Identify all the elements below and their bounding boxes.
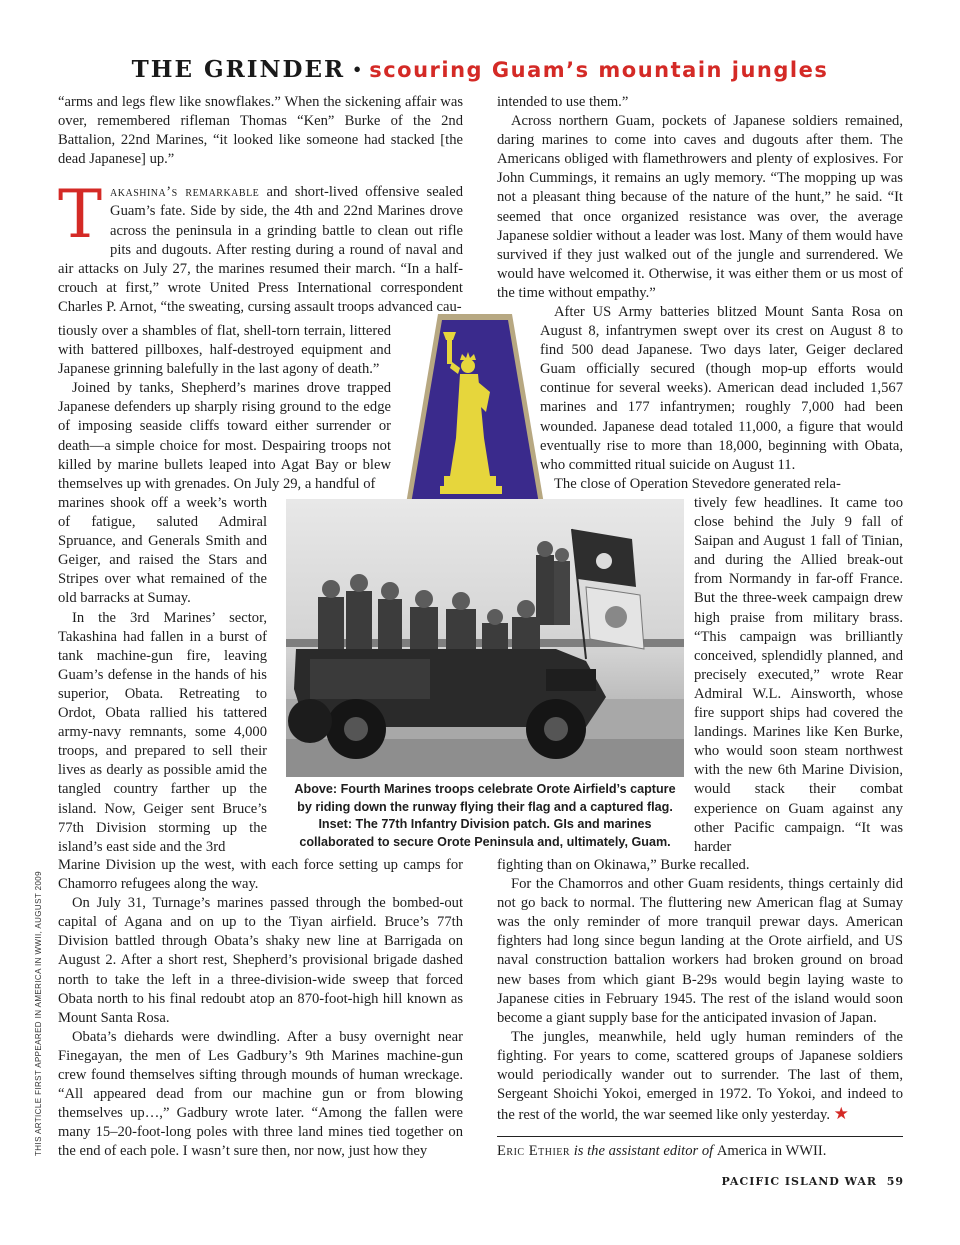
page-header	[0, 56, 960, 83]
paragraph: tively few headlines. It came too close behind the July 9 fall of Saipan and August 1 fall of Tinian, and during the Allied break-out from Normandy in far-off France. But the three-week campaign drew high praise from military brass. “This campaign was brilliantly conceived, splendidly planned, and precisely executed,” wrote Rear Admiral W.L. Ainsworth, whose fire support ships had covered the landings. Marines like Ken Burke, who would soon steam northwest with the new 6th Marine Division, would stack their combat experience on Guam against any other Pacific campaign. “It was harder	[694, 495, 903, 855]
paragraph: “arms and legs flew like snowflakes.” When the sickening affair was over, remembered rifleman Thomas “Ken” Burke of the 2nd Battalion, 22nd Marines, “it looked like someone had stacked [the dead Japanese] up.”	[58, 94, 463, 168]
paragraph	[497, 1028, 903, 1125]
paragraph: marines shook off a week’s worth of fatigue, saluted Admiral Spruance, and Generals Smith and Geiger, and raised the Stars and Stripes over what remained of the old barracks at Sumay.	[58, 495, 267, 607]
paragraph: fighting than on Okinawa,” Burke recalled.	[497, 857, 750, 873]
left-column-top	[58, 93, 463, 317]
bio-divider	[497, 1136, 903, 1137]
author-name: Eric Ethier	[497, 1143, 571, 1159]
left-column-narrow	[58, 322, 391, 494]
side-credit: THIS ARTICLE FIRST APPEARED IN AMERICA IN WWII, AUGUST 2009	[34, 870, 43, 1156]
jeep-marines-photo	[286, 499, 684, 777]
paragraph: In the 3rd Marines’ sector, Takashina had fallen in a burst of tank machine-gun fire, leaving Guam’s defense in the hands of his superior, Obata. Retreating to Ordot, Obata rallied his tattered army-navy remnants, some 4,000 troops, and prepared to sell their lives as dearly as possible amid the tangled country farther up the island. Now, Geiger sent Bruce’s 77th Division storming up the island’s east side and the 3rd	[58, 609, 267, 855]
paragraph-text: and short-lived offensive sealed Guam’s fate. Side by side, the 4th and 22nd Marines drove across the peninsula in a grinding battle to clean out rifle pits and dugouts. After resting during a round of naval and air attacks on July 27, the marines resumed their march. “In a half-crouch at first,” wrote United Press International correspondent Charles P. Arnot, “the sweating, cursing assault troops advanced cau-	[58, 184, 463, 315]
paragraph-text: The jungles, meanwhile, held ugly human reminders of the fighting. For years to come, scattered groups of Japanese soldiers would periodically wander out to surrender. The last of them, Sergeant Shoichi Yokoi, emerged in 1972. To Yokoi, and indeed to the rest of the world, the war seemed like only yesterday.	[497, 1028, 903, 1124]
right-column-bottom	[497, 856, 903, 1125]
paragraph: On July 31, Turnage’s marines passed through the bombed-out capital of Agana and on up to the Tiyan airfield. Bruce’s 77th Division battled through Obata’s shaky new line at Barrigada on August 2. After a short rest, Shepherd’s provisional brigade dashed north to take the left in a three-division-wide sweep that forced Obata north to his final redoubt atop an 870-foot-high hill known as Mount Santa Rosa.	[58, 895, 463, 1026]
magazine-name: America in WWII	[716, 1143, 823, 1159]
bio-text: is the assistant editor of	[570, 1143, 717, 1159]
paragraph: tiously over a shambles of flat, shell-torn terrain, littered with battered pillboxes, half-destroyed equipment and Japanese grinning balefully in the last agony of death.”	[58, 323, 391, 378]
section-title: THE GRINDER	[131, 56, 346, 83]
division-patch-icon	[400, 308, 550, 520]
page-footer	[700, 1175, 904, 1188]
paragraph: The close of Operation Stevedore generated rela-	[554, 475, 841, 492]
section-subtitle: scouring Guam’s mountain jungles	[369, 58, 829, 82]
paragraph: Obata’s diehards were dwindling. After a busy overnight near Finegayan, the men of Les Gadbury’s 9th Marines machine-gun crew found themselves sifting through mounds of human wreckage. “All appeared dead from our machine gun or from blowing themselves up…,” Gadbury wrote later. “Among the fallen were many 15–20-foot-long poles with three land mines tied together on the end of each pole. I wasn’t sure then, nor now, just how they	[58, 1028, 463, 1160]
drop-cap: T	[58, 176, 103, 254]
lead-in: akashina’s remarkable	[110, 184, 260, 201]
author-bio	[497, 1142, 903, 1161]
title-separator: •	[353, 57, 362, 82]
right-column-top	[497, 93, 903, 303]
paragraph: After US Army batteries blitzed Mount Santa Rosa on August 8, infantrymen swept over its crest on August 8 to find 500 dead Japanese. Two days later, Geiger declared Guam officially secured (though mop-up efforts would continue for several weeks). American dead included 1,567 marines and 177 infantrymen; roughly 7,000 had been wounded. Japanese dead totaled 11,000, a figure that would eventually rise to more than 18,000, beginning with Obata, who committed ritual suicide on August 11.	[540, 304, 903, 473]
left-column-bottom	[58, 856, 463, 1162]
page-number: 59	[886, 1175, 904, 1188]
paragraph: Joined by tanks, Shepherd’s marines drove trapped Japanese defenders up sharply rising ground to the edge of imposing seaside cliffs toward either surrender or death—a simple choice for most. Despairing troops not killed by marine bullets leaped into Agat Bay or blew themselves up with grenades. On July 29, a handful of	[58, 380, 391, 492]
bio-end: .	[822, 1143, 827, 1159]
paragraph: Marine Division up the west, with each force setting up camps for Chamorro refugees along the way.	[58, 857, 463, 893]
right-column-narrow	[540, 303, 903, 494]
paragraph	[58, 176, 463, 317]
paragraph: intended to use them.”	[497, 94, 629, 110]
left-column-wrap	[58, 494, 267, 857]
paragraph: Across northern Guam, pockets of Japanese soldiers remained, daring marines to come into caves and dugouts after them. The Americans obliged with flamethrowers and plenty of explosives. For John Cummings, it remains an ugly memory. “The mopping up was not a pleasant thing because of the nature of the hunt,” he said. “It seemed that once organized resistance was over, the average Japanese soldier without a leader was lost. Many of them would have survived if they just walked out of the jungle and surrendered. We would have welcomed it. Otherwise, it was either them or us most of the time without empathy.”	[497, 113, 903, 301]
right-column-wrap	[694, 494, 903, 857]
paragraph: For the Chamorros and other Guam residents, things certainly did not go back to normal. The fluttering new American flag at Sumay was the only reminder of more tranquil prewar days. American fighters had long since begun landing at the Orote airfield, and US naval construction battalion workers had broken ground on broad new bases from which giant B-29s would begin laying waste to Japanese cities in February 1945. The rest of the island would soon become a giant supply base for the anticipated invasion of Japan.	[497, 876, 903, 1026]
footer-section: PACIFIC ISLAND WAR	[721, 1175, 878, 1188]
star-icon: ★	[833, 1104, 849, 1124]
photo-caption: Above: Fourth Marines troops celebrate Orote Airfield’s capture by riding down the runway flying their flag and a captured flag. Inset: The 77th Infantry Division patch. GIs and marines collaborated to secure Orote Peninsula and, ultimately, Guam.	[294, 782, 676, 849]
